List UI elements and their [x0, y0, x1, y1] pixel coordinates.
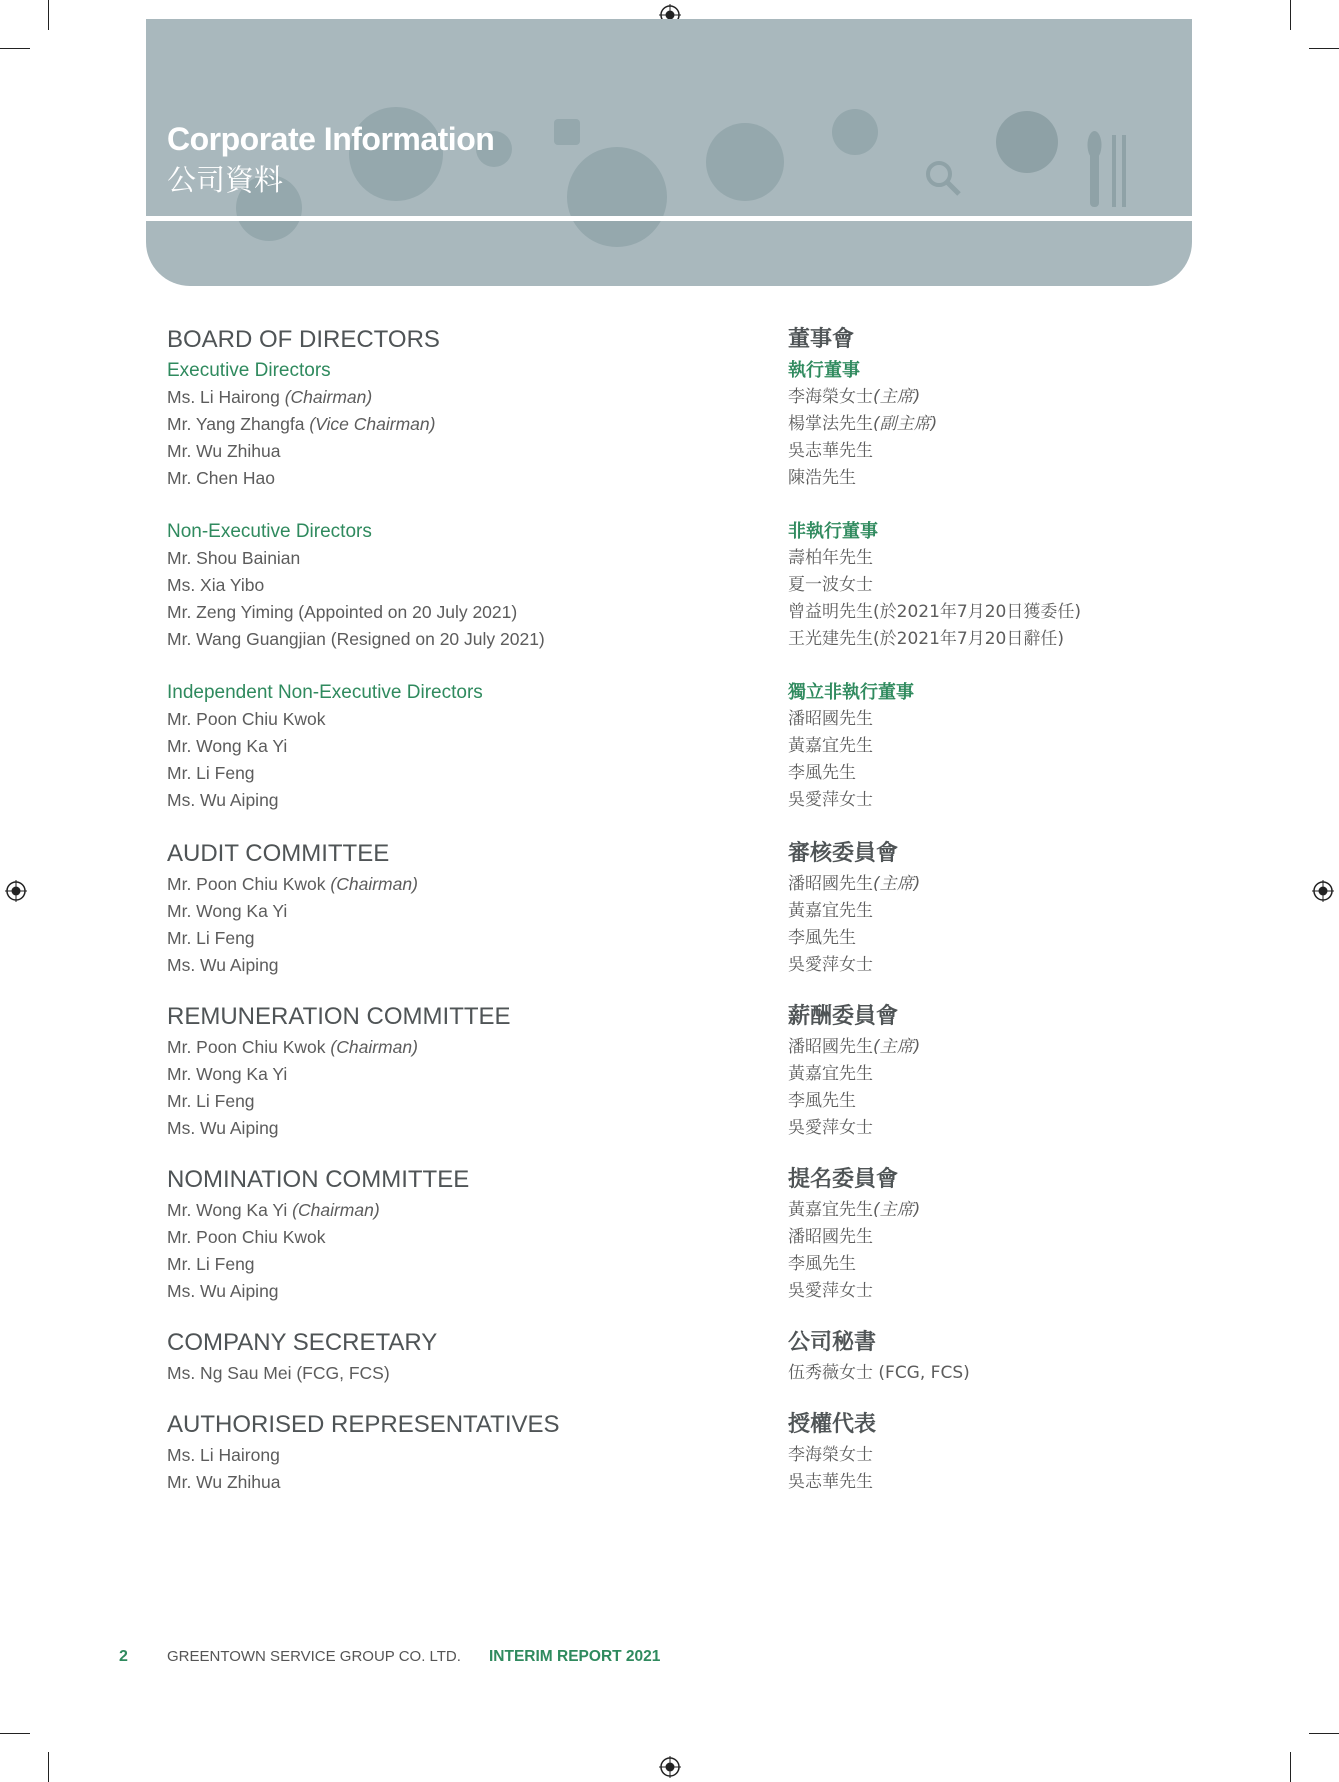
- list-item: Ms. Li Hairong (Chairman): [167, 387, 373, 407]
- list-item: Mr. Poon Chiu Kwok (Chairman): [167, 874, 418, 894]
- list-item: Mr. Shou Bainian: [167, 548, 301, 568]
- list-item: Ms. Xia Yibo: [167, 575, 265, 595]
- list-item: Ms. Wu Aiping: [167, 1118, 279, 1138]
- subsection-heading: Executive Directors: [167, 360, 331, 381]
- nomination-committee-section: [167, 1163, 767, 1305]
- list-item: 黃嘉宜先生(主席): [788, 1200, 921, 1220]
- subsection-heading: 執行董事: [788, 360, 860, 381]
- list-item: 潘昭國先生(主席): [788, 1037, 921, 1057]
- search-icon: [924, 159, 964, 199]
- registration-mark-icon: [5, 880, 27, 902]
- list-item: Mr. Li Feng: [167, 1254, 255, 1274]
- company-name: GREENTOWN SERVICE GROUP CO. LTD.: [167, 1648, 461, 1665]
- subsection-heading: 非執行董事: [788, 521, 878, 542]
- list-item: 吳愛萍女士: [788, 955, 873, 975]
- list-item: 李海榮女士(主席): [788, 387, 921, 407]
- section-heading: AUDIT COMMITTEE: [167, 840, 390, 867]
- list-item: 吳志華先生: [788, 441, 873, 461]
- section-heading: 薪酬委員會: [788, 1004, 899, 1029]
- audit-committee-section: [167, 837, 767, 979]
- list-item: 吳志華先生: [788, 1472, 873, 1492]
- list-item: 潘昭國先生(主席): [788, 874, 921, 894]
- list-item: 李風先生: [788, 1091, 856, 1111]
- section-heading: 授權代表: [788, 1412, 877, 1437]
- page-number: 2: [119, 1648, 128, 1665]
- registration-mark-icon: [659, 1756, 681, 1778]
- board-of-directors-section: [167, 323, 767, 814]
- section-heading: COMPANY SECRETARY: [167, 1329, 438, 1356]
- list-item: 夏一波女士: [788, 575, 873, 595]
- crop-mark: [0, 1733, 30, 1734]
- crop-mark: [1309, 48, 1339, 49]
- company-secretary-section: [167, 1326, 767, 1387]
- list-item: 王光建先生(於2021年7月20日辭任): [788, 629, 1064, 649]
- list-item: 黃嘉宜先生: [788, 901, 873, 921]
- remuneration-committee-section-zh: [788, 1000, 1288, 1142]
- list-item: 黃嘉宜先生: [788, 736, 873, 756]
- list-item: 吳愛萍女士: [788, 1281, 873, 1301]
- list-item: Ms. Ng Sau Mei (FCG, FCS): [167, 1363, 390, 1383]
- crop-mark: [1309, 1733, 1339, 1734]
- crop-mark: [1290, 0, 1291, 30]
- section-heading: BOARD OF DIRECTORS: [167, 326, 440, 353]
- list-item: 吳愛萍女士: [788, 1118, 873, 1138]
- list-item: Mr. Wong Ka Yi: [167, 1064, 288, 1084]
- list-item: Mr. Poon Chiu Kwok (Chairman): [167, 1037, 418, 1057]
- info-icon: [832, 109, 878, 155]
- list-item: 李海榮女士: [788, 1445, 873, 1465]
- list-item: Ms. Wu Aiping: [167, 790, 279, 810]
- list-item: Mr. Chen Hao: [167, 468, 275, 488]
- subsection-heading: Non-Executive Directors: [167, 521, 372, 542]
- section-heading: NOMINATION COMMITTEE: [167, 1166, 470, 1193]
- report-title: INTERIM REPORT 2021: [489, 1648, 661, 1665]
- list-item: 曾益明先生(於2021年7月20日獲委任): [788, 602, 1081, 622]
- heart-icon: [996, 111, 1058, 173]
- subsection-heading: 獨立非執行董事: [788, 682, 914, 703]
- board-of-directors-section-zh: [788, 323, 1288, 814]
- company-secretary-section-zh: [788, 1326, 1288, 1387]
- cutlery-icon: [1086, 131, 1136, 207]
- list-item: Mr. Wong Ka Yi: [167, 901, 288, 921]
- list-item: Mr. Poon Chiu Kwok: [167, 1227, 326, 1247]
- subsection-heading: Independent Non-Executive Directors: [167, 682, 483, 703]
- list-item: Mr. Poon Chiu Kwok: [167, 709, 326, 729]
- crop-mark: [0, 48, 30, 49]
- authorised-representatives-section: [167, 1408, 767, 1496]
- registration-mark-icon: [1312, 880, 1334, 902]
- list-item: Mr. Zeng Yiming (Appointed on 20 July 2021): [167, 602, 518, 622]
- list-item: Mr. Li Feng: [167, 1091, 255, 1111]
- list-item: Mr. Wang Guangjian (Resigned on 20 July 2021): [167, 629, 545, 649]
- list-item: 潘昭國先生: [788, 1227, 873, 1247]
- cleaning-icon: [706, 123, 784, 201]
- list-item: 李風先生: [788, 763, 856, 783]
- list-item: Ms. Wu Aiping: [167, 955, 279, 975]
- section-heading: 審核委員會: [788, 841, 899, 866]
- list-item: 李風先生: [788, 928, 856, 948]
- section-heading: AUTHORISED REPRESENTATIVES: [167, 1411, 560, 1438]
- house-icon: [554, 119, 580, 145]
- section-heading: 提名委員會: [788, 1167, 899, 1192]
- page-title-chinese: 公司資料: [167, 163, 284, 197]
- section-heading: 董事會: [788, 327, 855, 352]
- crop-mark: [1290, 1752, 1291, 1782]
- list-item: 伍秀薇女士 (FCG, FCS): [788, 1363, 970, 1383]
- list-item: Mr. Li Feng: [167, 928, 255, 948]
- crop-mark: [48, 1752, 49, 1782]
- list-item: Mr. Yang Zhangfa (Vice Chairman): [167, 414, 436, 434]
- staff-icon: [567, 147, 667, 247]
- remuneration-committee-section: [167, 1000, 767, 1142]
- list-item: 黃嘉宜先生: [788, 1064, 873, 1084]
- list-item: Mr. Wu Zhihua: [167, 1472, 281, 1492]
- audit-committee-section-zh: [788, 837, 1288, 979]
- list-item: Ms. Li Hairong: [167, 1445, 280, 1465]
- list-item: Mr. Li Feng: [167, 763, 255, 783]
- banner-divider: [146, 216, 1192, 221]
- list-item: Mr. Wu Zhihua: [167, 441, 281, 461]
- list-item: 吳愛萍女士: [788, 790, 873, 810]
- header-banner: [146, 19, 1192, 286]
- authorised-representatives-section-zh: [788, 1408, 1288, 1496]
- crop-mark: [48, 0, 49, 30]
- list-item: 潘昭國先生: [788, 709, 873, 729]
- section-heading: REMUNERATION COMMITTEE: [167, 1003, 511, 1030]
- page-footer: [0, 1648, 1339, 1672]
- list-item: Mr. Wong Ka Yi (Chairman): [167, 1200, 380, 1220]
- list-item: 陳浩先生: [788, 468, 856, 488]
- page-title: Corporate Information: [167, 121, 495, 157]
- list-item: 楊掌法先生(副主席): [788, 414, 938, 434]
- list-item: Ms. Wu Aiping: [167, 1281, 279, 1301]
- list-item: 李風先生: [788, 1254, 856, 1274]
- list-item: 壽柏年先生: [788, 548, 873, 568]
- list-item: Mr. Wong Ka Yi: [167, 736, 288, 756]
- section-heading: 公司秘書: [788, 1330, 877, 1355]
- nomination-committee-section-zh: [788, 1163, 1288, 1305]
